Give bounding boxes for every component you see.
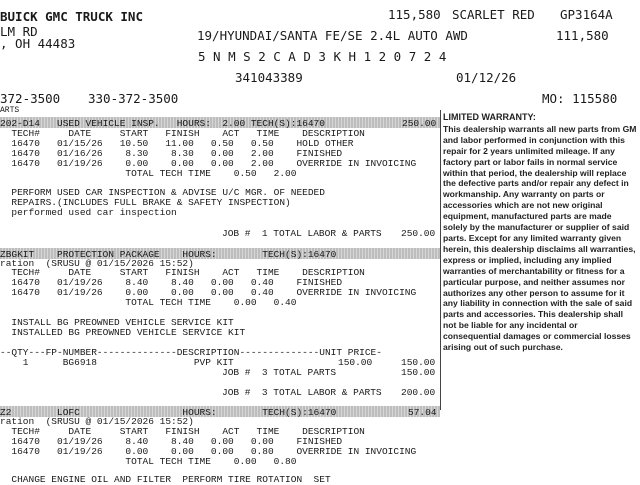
parts-heading: ARTS [0, 106, 20, 115]
job-3-row: 16470 01/19/26 0.00 0.00 0.00 0.80 OVERRIDE IN INVOICING [0, 446, 417, 457]
job-2-note: INSTALLED BG PREOWNED VEHICLE SERVICE KIT [0, 327, 246, 338]
job-3-row: 16470 01/19/26 8.40 8.40 0.00 0.00 FINISHED [0, 436, 343, 447]
job-band-1 [0, 117, 440, 128]
job-1-note: performed used car inspection [0, 207, 177, 218]
job-2-total-tech: TOTAL TECH TIME 0.00 0.40 [0, 297, 297, 308]
column-divider [440, 110, 441, 410]
job-2-row: 16470 01/19/26 8.40 8.40 0.00 0.40 FINISHED [0, 277, 343, 288]
job-1-columns: TECH# DATE START FINISH ACT TIME DESCRIPTION [0, 128, 365, 139]
job-3-total-tech: TOTAL TECH TIME 0.00 0.80 [0, 456, 297, 467]
mileage-in: 115,580 [388, 7, 441, 22]
mileage-right: 111,580 [556, 28, 609, 43]
vin-number: 5 N M S 2 C A D 3 K H 1 2 0 7 2 4 [198, 49, 447, 64]
ro-date: 01/12/26 [456, 70, 517, 85]
job-2-columns: TECH# DATE START FINISH ACT TIME DESCRIPTION [0, 267, 365, 278]
parts-total-label: JOB # 3 TOTAL PARTS [222, 367, 337, 378]
job-3-sub: ration (SRUSU @ 01/15/2026 15:52) [0, 416, 194, 427]
job-2-total-value: 200.00 [401, 387, 436, 398]
warranty-body: This dealership warrants all new parts from GM and labor performed in conjunction with this repair for 2 years unlimited mileage. If any factory part or labor fails in normal service within that period, the dealership will replace the defective parts and/or repair any defect in workmanship. Any warranty on parts or accessories which are not new original equipment, manufactured parts are made solely by the manufacturer or supplier of said parts. Except for any limited warranty given herein, this dealership disclaims all warranties, express or implied, including any implied warranties of merchantability or fitness for a particular purpose, and neither assumes nor authorizes any other person to assume for it any liability in connection with the sale of said parts and accessories. This dealership shall not be liable for any incidental or consequential damages or commercial losses arising out of such purchase. [443, 123, 637, 353]
job-1-row: 16470 01/15/26 10.50 11.00 0.50 0.50 HOLD OTHER [0, 138, 354, 149]
job-2-row: 16470 01/19/26 0.00 0.00 0.00 0.40 OVERRIDE IN INVOICING [0, 287, 417, 298]
job-2-total-label: JOB # 3 TOTAL LABOR & PARTS [222, 387, 382, 398]
dealer-name: BUICK GMC TRUCK INC [0, 9, 143, 24]
job-3-columns: TECH# DATE START FINISH ACT TIME DESCRIPTION [0, 426, 365, 437]
job-2-sub: ration (SRUSU @ 01/15/2026 15:52) [0, 258, 194, 269]
mileage-out: MO: 115580 [542, 91, 618, 106]
job-1-total-label: JOB # 1 TOTAL LABOR & PARTS [222, 228, 382, 239]
limited-warranty [443, 112, 637, 353]
dealer-address: LM RD [0, 24, 38, 39]
parts-row: 1 BG6918 PVP KIT [0, 357, 234, 368]
job-1-note: REPAIRS.(INCLUDES FULL BRAKE & SAFETY INSPECTION) [0, 197, 291, 208]
parts-unit-price: 150.00 [338, 357, 373, 368]
job-1-total-tech: TOTAL TECH TIME 0.50 2.00 [0, 168, 297, 179]
job-3-note: CHANGE ENGINE OIL AND FILTER PERFORM TIRE ROTATION SET [0, 474, 331, 485]
job-band-1-label: 202-D14 USED VEHICLE INSP. HOURS: 2.00 TECH(S):16470 [0, 118, 325, 129]
stock-number: 341043389 [235, 70, 303, 85]
phone-secondary: 330-372-3500 [88, 91, 179, 106]
job-1-total-value: 250.00 [401, 228, 436, 239]
parts-ext-price: 150.00 [401, 357, 436, 368]
vehicle-color: SCARLET RED [452, 7, 535, 22]
job-band-2-label: ZBGKIT PROTECTION PACKAGE HOURS: TECH(S):16470 [0, 249, 337, 260]
parts-header: --QTY---FP-NUMBER--------------DESCRIPTION--------------UNIT PRICE- [0, 347, 382, 358]
phone-primary: 372-3500 [0, 91, 61, 106]
job-1-row: 16470 01/19/26 0.00 0.00 0.00 2.00 OVERRIDE IN INVOICING [0, 158, 417, 169]
job-2-note: INSTALL BG PREOWNED VEHICLE SERVICE KIT [0, 317, 234, 328]
job-band-1-amount: 250.00 [402, 118, 437, 129]
job-band-3-amount: 57.04 [408, 407, 437, 418]
vehicle-description: 19/HYUNDAI/SANTA FE/SE 2.4L AUTO AWD [197, 28, 468, 43]
job-1-row: 16470 01/16/26 8.30 8.30 0.00 2.00 FINISHED [0, 148, 343, 159]
parts-total-value: 150.00 [401, 367, 436, 378]
job-band-3-label: Z2 LOFC HOURS: TECH(S):16470 [0, 407, 337, 418]
warranty-title: LIMITED WARRANTY: [443, 112, 536, 122]
job-1-note: PERFORM USED CAR INSPECTION & ADVISE U/C MGR. OF NEEDED [0, 187, 325, 198]
tag-number: GP3164A [560, 7, 613, 22]
dealer-city: , OH 44483 [0, 36, 76, 51]
